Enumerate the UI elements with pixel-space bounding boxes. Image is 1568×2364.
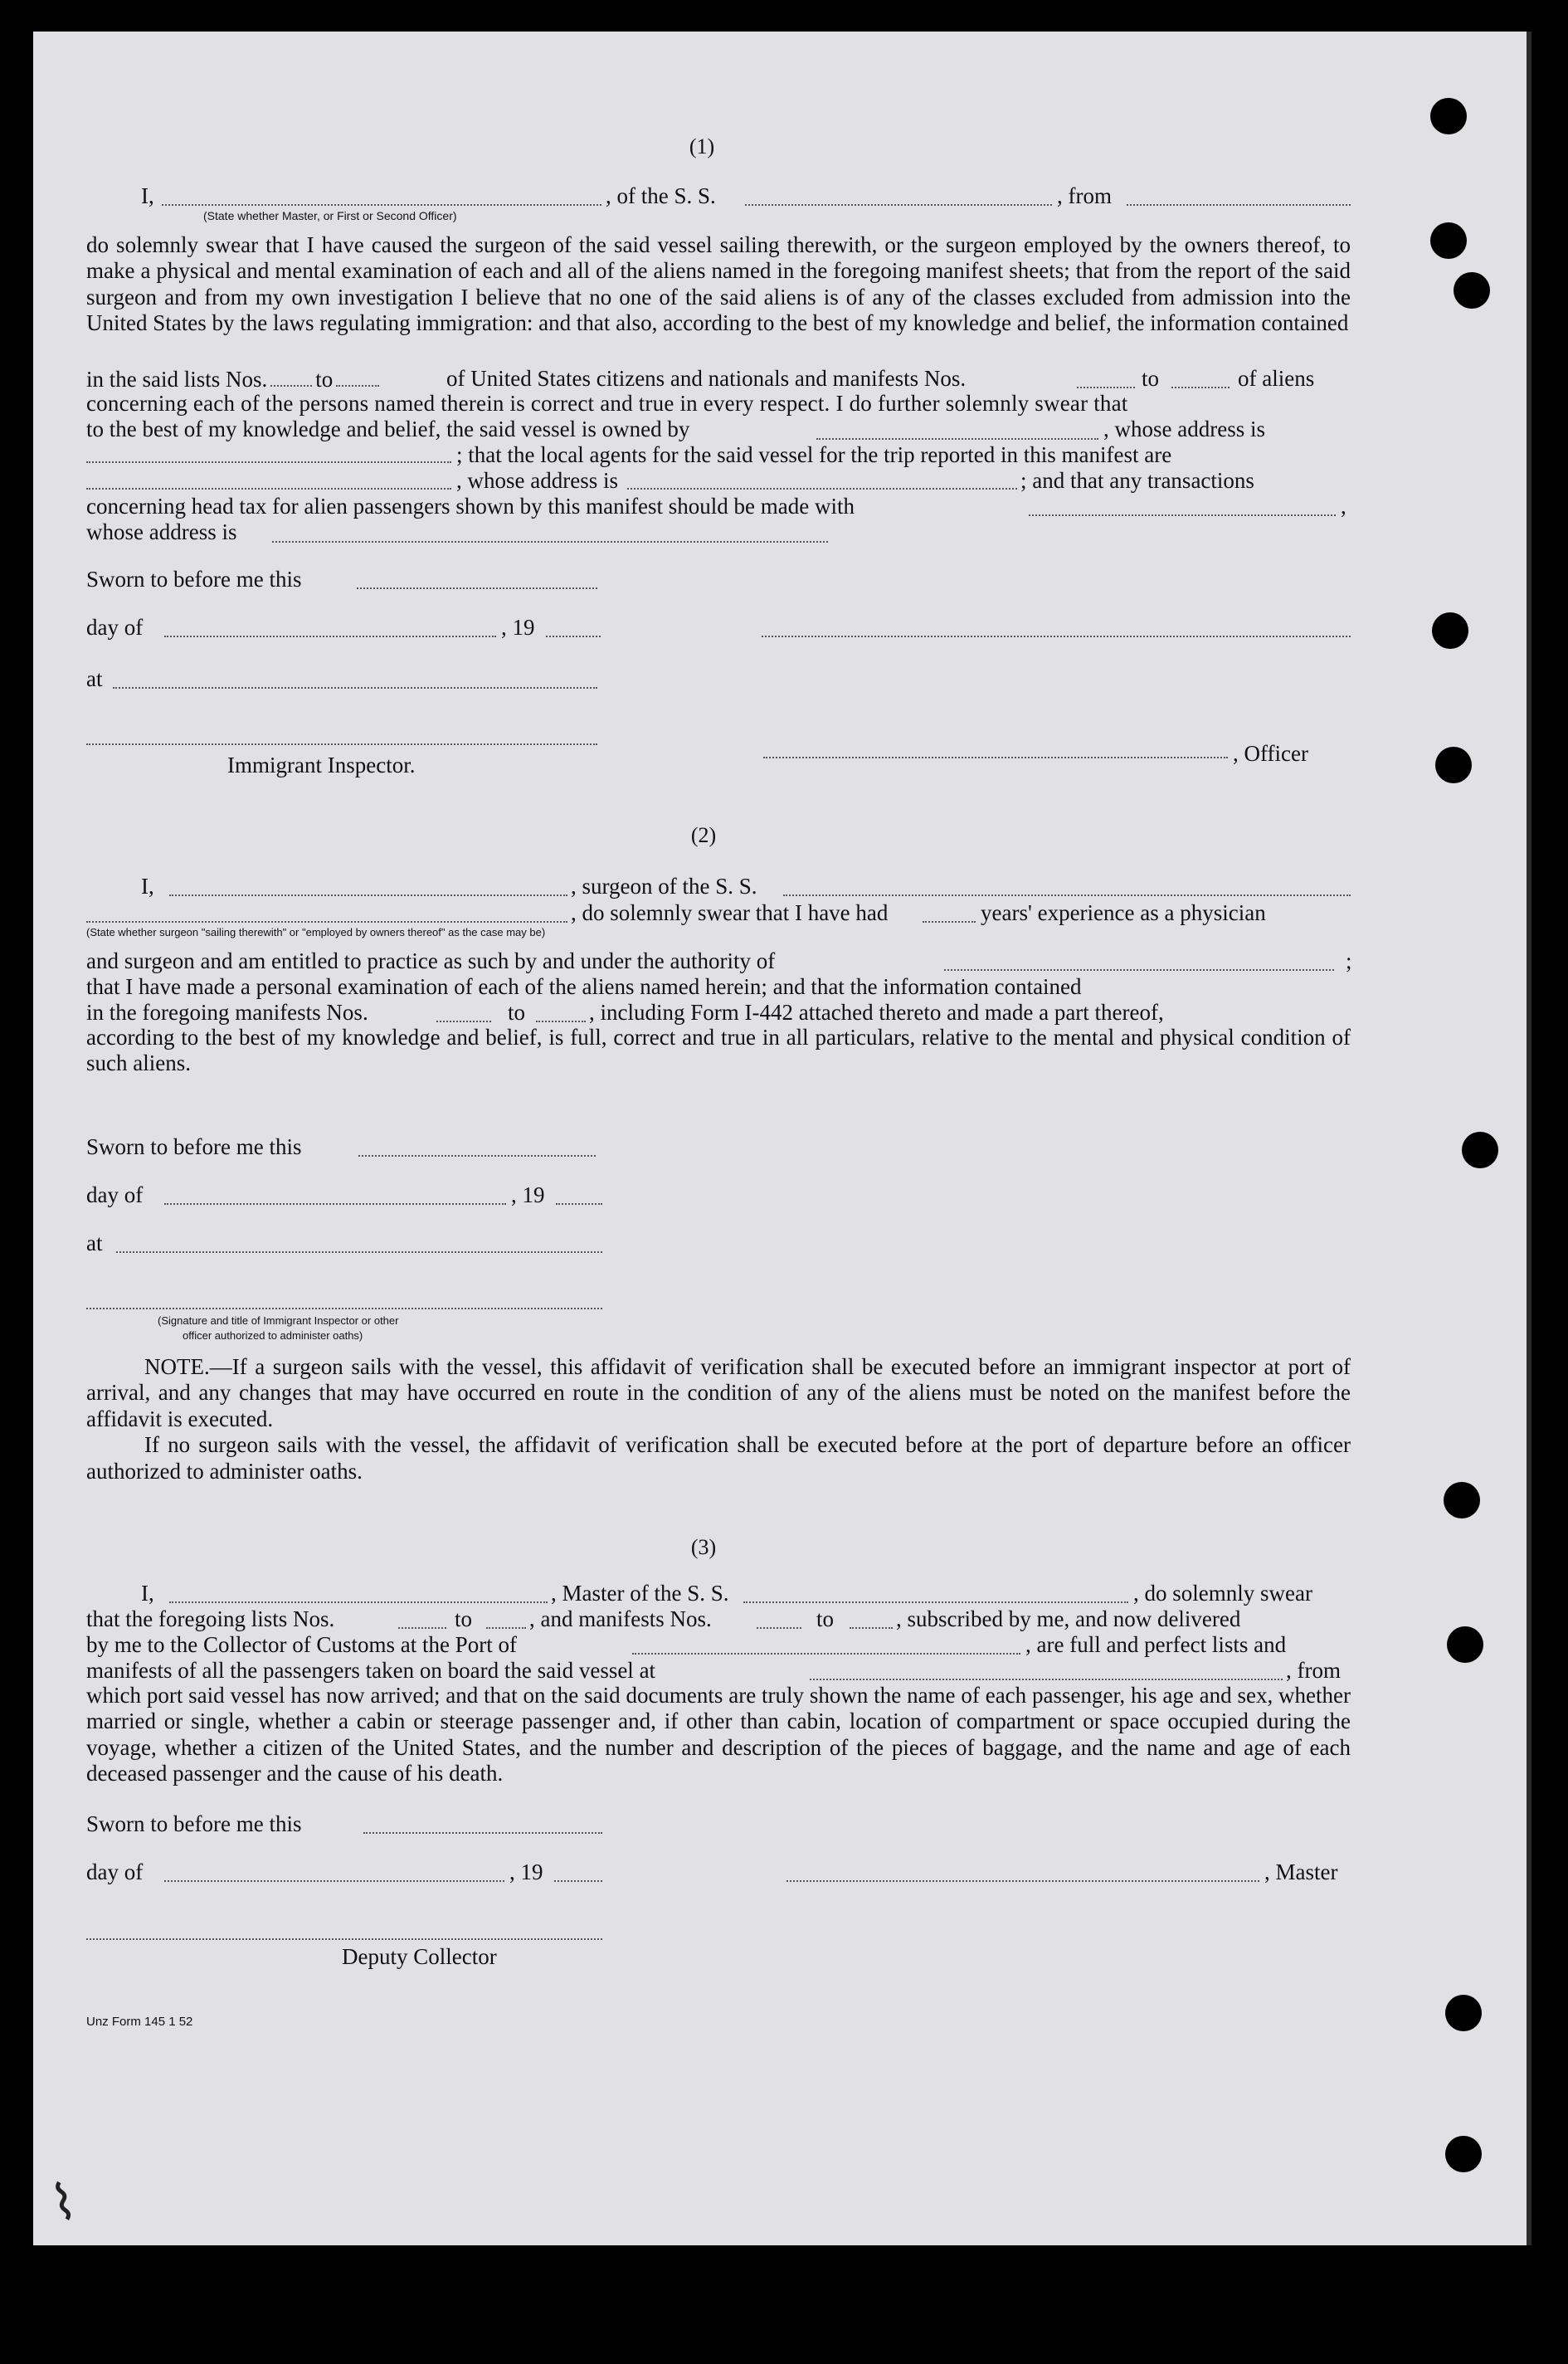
- punch-hole: [1432, 612, 1468, 649]
- punch-hole: [1447, 1626, 1483, 1663]
- s1-officer: , Officer: [1233, 741, 1308, 766]
- s1-officer-signature-field[interactable]: [763, 757, 1228, 758]
- s3-vessel-field[interactable]: [743, 1601, 1128, 1603]
- s2-body-end: [86, 1025, 1351, 1077]
- s2-authority-label: and surgeon and am entitled to practice as such by and under the authority of: [86, 948, 776, 973]
- s3-port-boarded-field[interactable]: [810, 1679, 1283, 1680]
- punch-hole: [1445, 1995, 1482, 2031]
- punch-hole: [1444, 1482, 1480, 1518]
- punch-hole: [1454, 272, 1490, 309]
- s3-manifests-all: manifests of all the passengers taken on board the said vessel at: [86, 1658, 656, 1683]
- punch-hole: [1445, 2136, 1482, 2172]
- s3-master-signature-field[interactable]: [786, 1880, 1259, 1882]
- s2-sworn-date-field[interactable]: [358, 1155, 596, 1157]
- s2-line1-i: I,: [141, 874, 154, 899]
- s2-surgeon-hint: (State whether surgeon "sailing therewith" or "employed by owners thereof" as the case may be): [86, 926, 546, 938]
- s1-agents-label: ; that the local agents for the said vessel for the trip reported in this manifest are: [456, 442, 1172, 467]
- s3-manifests-label: , and manifests Nos.: [529, 1606, 712, 1631]
- form-page: [33, 32, 1531, 2245]
- section-1-heading: (1): [689, 134, 715, 158]
- s1-agents-field[interactable]: [86, 488, 451, 490]
- s3-deputy: Deputy Collector: [342, 1944, 497, 1969]
- s1-manifests-to: to: [1142, 366, 1160, 391]
- s3-nineteen: , 19: [509, 1860, 543, 1884]
- s2-nineteen: , 19: [511, 1182, 545, 1207]
- form-id: Unz Form 145 1 52: [86, 2015, 193, 2029]
- s1-headtax-field[interactable]: [1029, 514, 1336, 516]
- s2-month-field[interactable]: [164, 1203, 506, 1205]
- s3-full: , are full and perfect lists and: [1025, 1632, 1287, 1657]
- s2-note: [86, 1354, 1351, 1484]
- punch-hole: [1430, 98, 1467, 134]
- s2-at: at: [86, 1231, 103, 1255]
- s1-whose1: , whose address is: [1103, 417, 1265, 441]
- s1-dayof: day of: [86, 615, 144, 640]
- s2-body-end-text: according to the best of my knowledge and belief, is full, correct and true in all particulars, relative to the mental and physical condition of such aliens.: [86, 1025, 1351, 1076]
- s2-sworn: Sworn to before me this: [86, 1134, 302, 1159]
- s2-manifests-to: to: [508, 1000, 526, 1025]
- s2-line2-swear: , do solemnly swear that I have had: [571, 900, 889, 925]
- s1-officer-signature-field-top[interactable]: [762, 636, 1351, 637]
- s3-lists-to: to: [455, 1606, 473, 1631]
- s3-collector-label: by me to the Collector of Customs at the Port of: [86, 1632, 517, 1657]
- s1-manifests-from-field[interactable]: [1077, 387, 1135, 388]
- s2-examination: that I have made a personal examination of each of the aliens named herein; and that the information contained: [86, 974, 1082, 999]
- s3-subscribed: , subscribed by me, and now delivered: [896, 1606, 1241, 1631]
- s1-sworn: Sworn to before me this: [86, 567, 302, 592]
- s1-inspector: Immigrant Inspector.: [227, 753, 416, 777]
- s1-officer-hint: (State whether Master, or First or Second Officer): [203, 209, 457, 222]
- s1-whose3: whose address is: [86, 519, 237, 544]
- s3-deputy-signature-field[interactable]: [86, 1938, 602, 1940]
- s3-line1-master: , Master of the S. S.: [551, 1581, 729, 1606]
- s1-aliens-label: of aliens: [1238, 366, 1315, 391]
- s2-authority-semicolon: ;: [1346, 948, 1352, 973]
- s1-line1-from: , from: [1057, 183, 1112, 208]
- s1-officer-field[interactable]: [162, 204, 601, 206]
- s2-signature-field[interactable]: [86, 1308, 602, 1309]
- s3-manifests-to: to: [816, 1606, 835, 1631]
- s1-inspector-signature-field[interactable]: [86, 743, 597, 745]
- s1-lists-line: [86, 365, 382, 392]
- section-2-heading: (2): [690, 823, 717, 847]
- s2-manifests-from-field[interactable]: [436, 1021, 491, 1022]
- s2-dayof: day of: [86, 1182, 144, 1207]
- s1-vessel-field[interactable]: [745, 204, 1052, 206]
- s1-nineteen: , 19: [501, 615, 535, 640]
- s2-sig-caption-1: (Signature and title of Immigrant Inspector or other: [158, 1314, 399, 1327]
- s1-transactions: ; and that any transactions: [1020, 468, 1254, 493]
- s3-lists-from-field[interactable]: [398, 1627, 446, 1629]
- s1-lists-label: in the said lists Nos.: [86, 367, 268, 392]
- s3-lists-to-field[interactable]: [486, 1627, 526, 1629]
- s3-body-text: which port said vessel has now arrived; and that on the said documents are truly shown the name of each passenger, his age and sex, whether married or single, whether a cabin or steerage passenger and, if other than cabin, location of compartment or space occupied during the voyage, whether a citizen of the United States, and the number and description of the pieces of baggage, and the name and age of each deceased passenger and the cause of his death.: [86, 1683, 1351, 1786]
- s3-dayof: day of: [86, 1860, 144, 1884]
- s2-line1-surgeon: , surgeon of the S. S.: [571, 874, 757, 899]
- s1-year-field[interactable]: [546, 636, 601, 637]
- s1-whose2: , whose address is: [456, 468, 618, 493]
- s2-surgeon-type-field[interactable]: [86, 921, 567, 923]
- s1-owner-field[interactable]: [816, 438, 1098, 440]
- punch-hole: [1462, 1132, 1498, 1168]
- s1-headtax-comma: ,: [1341, 494, 1346, 519]
- s3-line1-swear: , do solemnly swear: [1133, 1581, 1312, 1606]
- s1-from-field[interactable]: [1127, 204, 1351, 206]
- s1-lists-to-field[interactable]: [336, 365, 379, 387]
- s1-sworn-date-field[interactable]: [357, 587, 597, 589]
- s2-vessel-field[interactable]: [783, 894, 1351, 896]
- s3-manifests-from-field[interactable]: [757, 1627, 801, 1629]
- s3-year-field[interactable]: [554, 1880, 602, 1882]
- s2-manifests-to-field[interactable]: [536, 1021, 586, 1022]
- s1-agents-address-field[interactable]: [627, 488, 1017, 490]
- s3-manifests-to-field[interactable]: [850, 1627, 893, 1629]
- s1-owner-address-field[interactable]: [86, 461, 451, 463]
- s2-at-field[interactable]: [116, 1251, 602, 1253]
- s2-note-1: NOTE.—If a surgeon sails with the vessel, this affidavit of verification shall be executed before an immigrant inspector at port of arrival, and any changes that may have occurred en route in the condition of any of the aliens must be noted on the manifest before the affidavit is executed.: [86, 1354, 1351, 1431]
- s2-years-field[interactable]: [923, 921, 976, 923]
- s2-form: , including Form I-442 attached thereto and made a part thereof,: [589, 1000, 1164, 1025]
- s1-month-field[interactable]: [164, 636, 496, 637]
- s2-note-2: If no surgeon sails with the vessel, the affidavit of verification shall be executed before at the port of departure before an officer authorized to administer oaths.: [86, 1432, 1351, 1484]
- s1-at: at: [86, 666, 103, 691]
- s1-manifests-to-field[interactable]: [1171, 387, 1230, 388]
- s3-master: , Master: [1264, 1860, 1338, 1884]
- s1-headtax-address-field[interactable]: [272, 541, 828, 543]
- s1-concerning: concerning each of the persons named therein is correct and true in every respect. I do further solemnly swear that: [86, 391, 1128, 416]
- s3-lists-label: that the foregoing lists Nos.: [86, 1606, 335, 1631]
- s1-citizens-label: of United States citizens and nationals and manifests Nos.: [446, 366, 967, 391]
- s3-master-name-field[interactable]: [169, 1601, 548, 1603]
- section-3-heading: (3): [690, 1535, 717, 1559]
- s1-lists-to: to: [315, 367, 334, 392]
- s1-body-text: do solemnly swear that I have caused the surgeon of the said vessel sailing therewith, or the surgeon employed by the owners thereof, to make a physical and mental examination of each and all of the aliens named in the foregoing manifest sheets; that from the report of the said surgeon and from my own investigation I believe that no one of the said aliens is of any of the classes excluded from admission into the United States by the laws regulating immigration: and that also, according to the best of my knowledge and belief, the information contained: [86, 232, 1351, 336]
- s1-line1-of-ss: , of the S. S.: [606, 183, 716, 208]
- s3-body: [86, 1683, 1351, 1787]
- s2-surgeon-name-field[interactable]: [169, 894, 567, 896]
- handwritten-mark: ⌇: [46, 2171, 82, 2235]
- s3-sworn: Sworn to before me this: [86, 1811, 302, 1836]
- s1-lists-from-field[interactable]: [270, 365, 312, 387]
- s3-month-field[interactable]: [164, 1880, 504, 1882]
- s1-at-field[interactable]: [113, 687, 597, 689]
- s1-owned-label: to the best of my knowledge and belief, the said vessel is owned by: [86, 417, 690, 441]
- s2-line2-years: years' experience as a physician: [981, 900, 1266, 925]
- s3-sworn-date-field[interactable]: [363, 1832, 602, 1834]
- s3-from: , from: [1286, 1658, 1341, 1683]
- s2-year-field[interactable]: [556, 1203, 602, 1205]
- s3-line1-i: I,: [141, 1581, 154, 1606]
- punch-hole: [1435, 747, 1472, 783]
- s2-sig-caption-2: officer authorized to administer oaths): [183, 1329, 363, 1342]
- s2-manifests-label: in the foregoing manifests Nos.: [86, 1000, 368, 1025]
- s3-port-field[interactable]: [632, 1653, 1020, 1655]
- s1-line1-i: I,: [141, 183, 154, 208]
- s2-authority-field[interactable]: [944, 969, 1334, 971]
- s1-headtax-label: concerning head tax for alien passengers shown by this manifest should be made with: [86, 494, 855, 519]
- s1-body: [86, 232, 1351, 337]
- punch-hole: [1430, 222, 1467, 259]
